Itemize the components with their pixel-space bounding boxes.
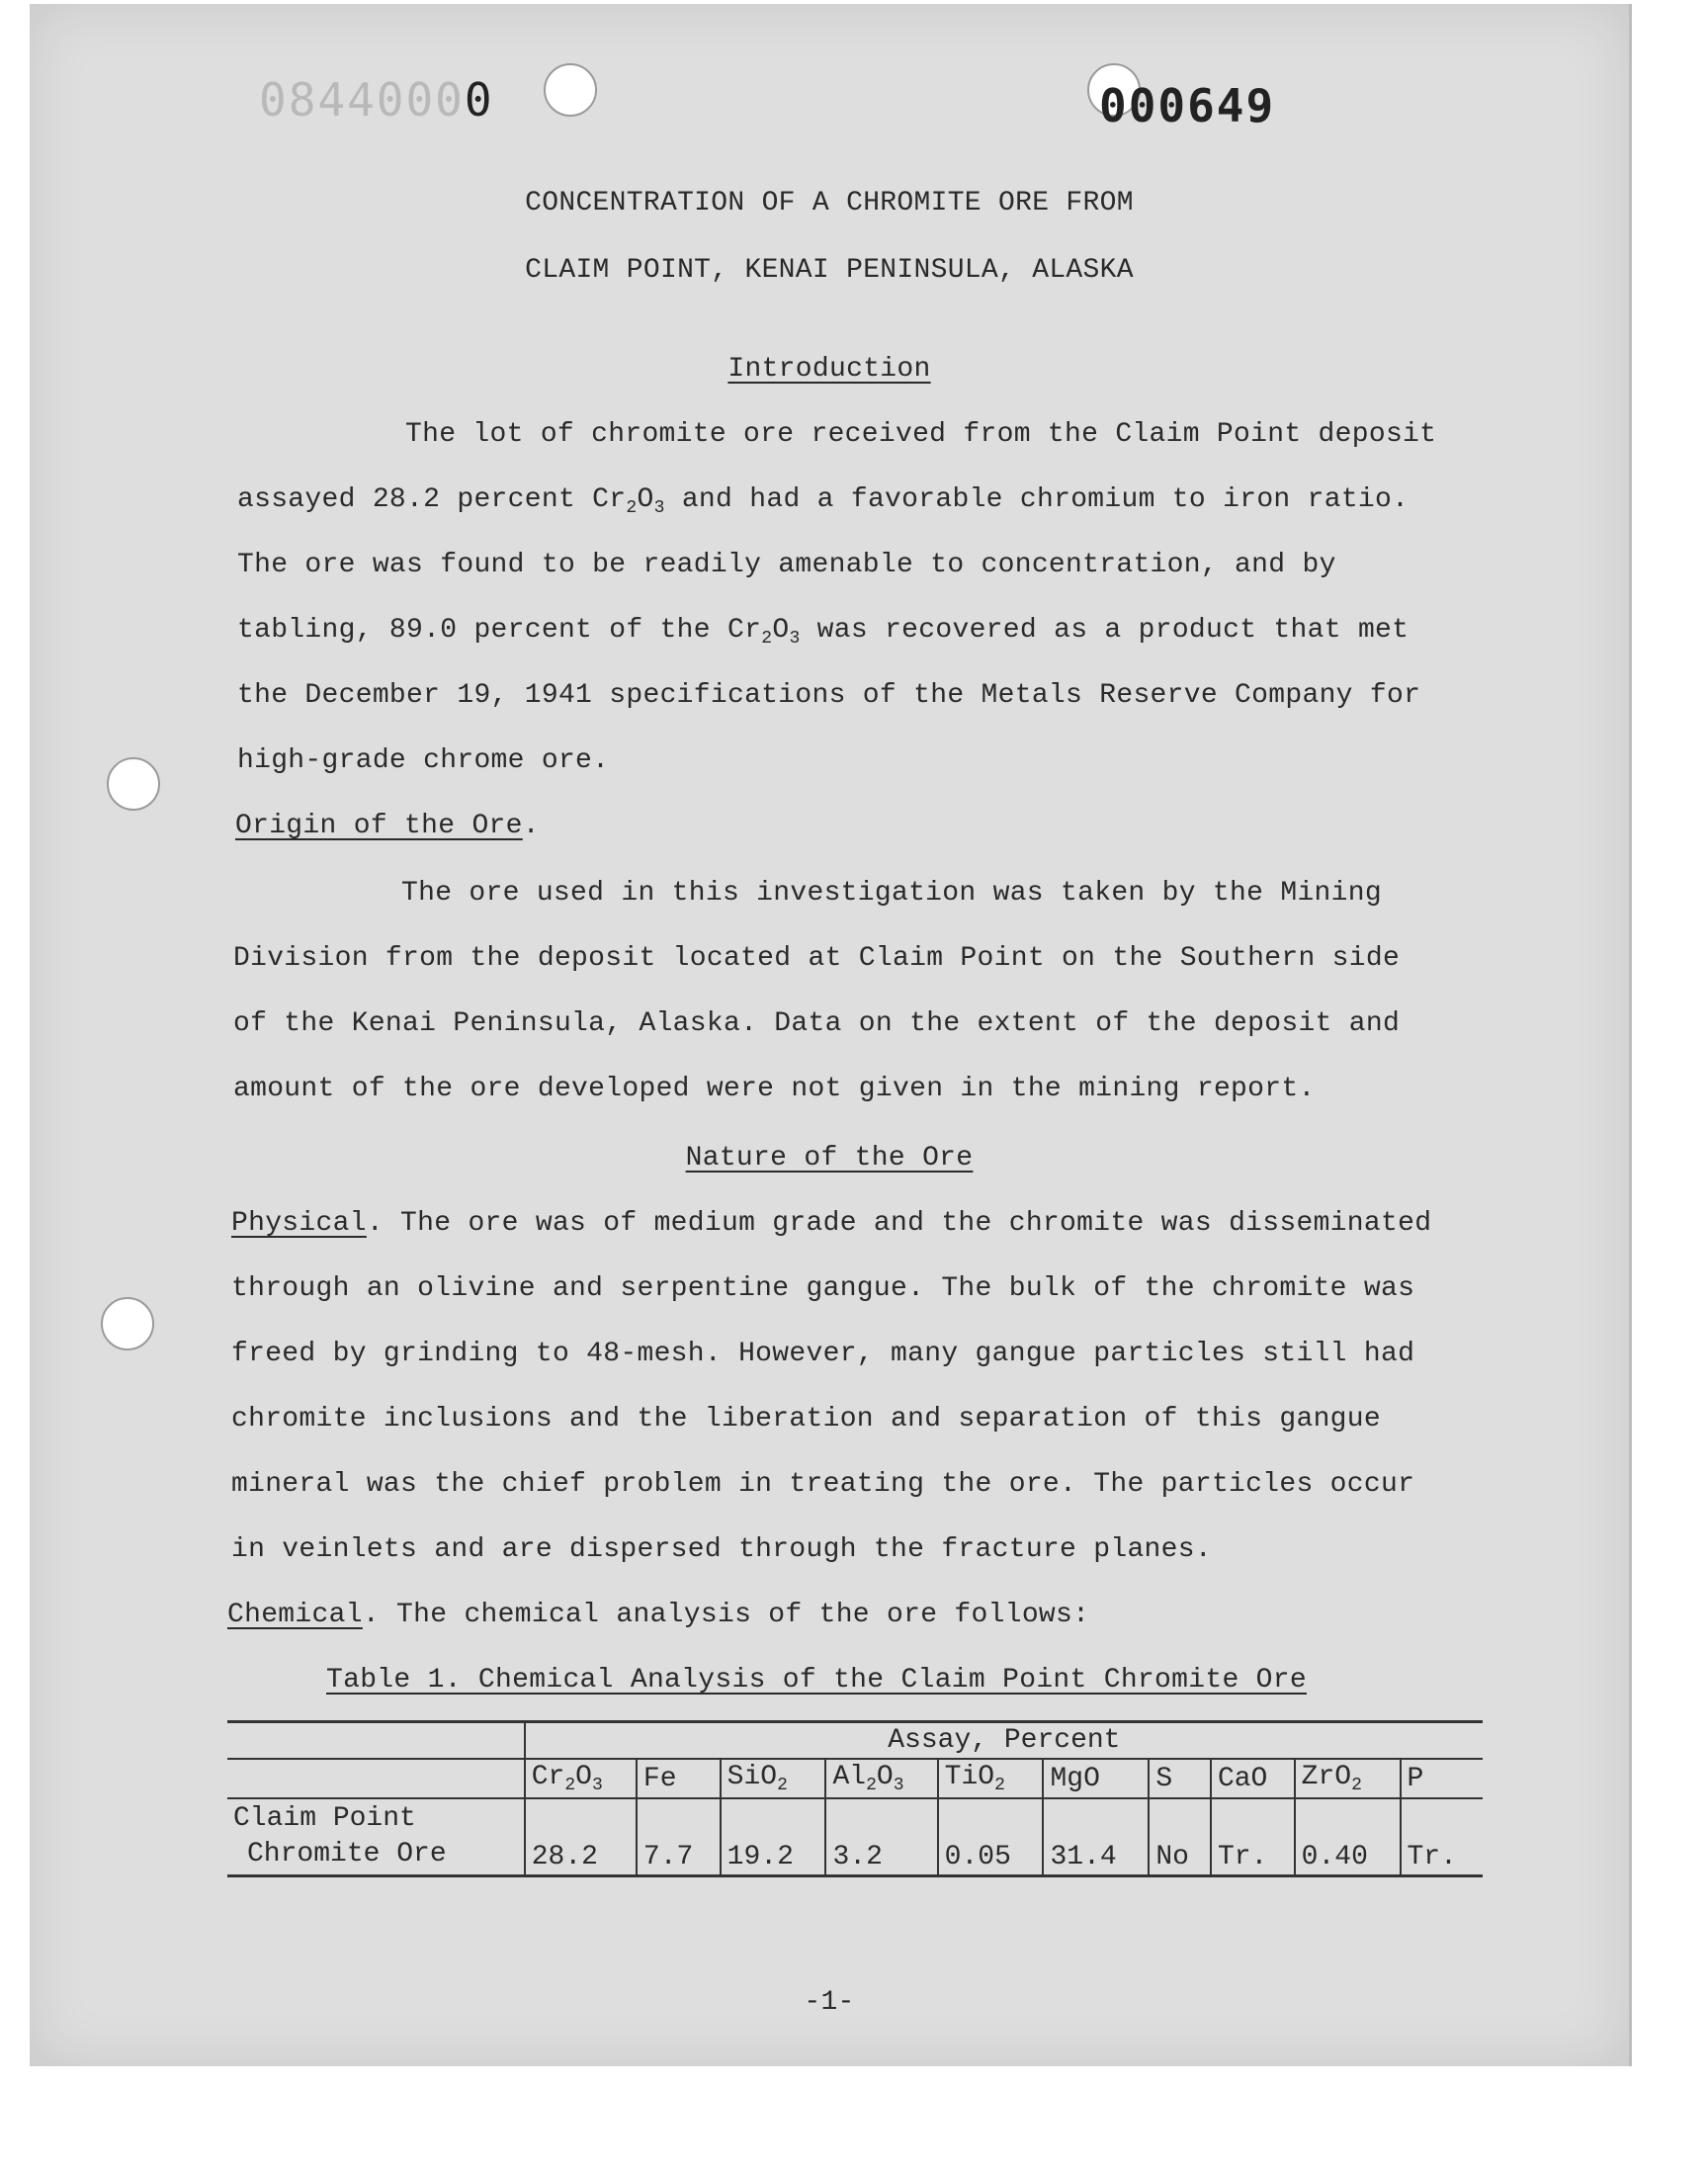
document-page bbox=[30, 4, 1632, 2066]
column-header-cr2o3: $Cr_2O_3$ bbox=[525, 1759, 637, 1798]
punch-hole bbox=[544, 63, 597, 117]
chemical-line: Chemical. The chemical analysis of the ore follows: bbox=[227, 1600, 1090, 1630]
physical-line-3: freed by grinding to 48-mesh. However, many gangue particles still had bbox=[231, 1339, 1415, 1369]
table-corner-cell bbox=[227, 1759, 525, 1798]
origin-line-4: amount of the ore developed were not given in the mining report. bbox=[233, 1074, 1316, 1104]
column-header-mgo: MgO bbox=[1043, 1759, 1149, 1798]
value-s: No bbox=[1149, 1798, 1211, 1876]
introduction-line-6: high-grade chrome ore. bbox=[237, 745, 610, 776]
table-group-header-row bbox=[227, 1722, 1483, 1760]
introduction-heading: Introduction bbox=[727, 354, 931, 385]
document-title-line-1: CONCENTRATION OF A CHROMITE ORE FROM bbox=[525, 188, 1134, 218]
origin-line-2: Division from the deposit located at Claim Point on the Southern side bbox=[233, 943, 1401, 974]
introduction-line-1: The lot of chromite ore received from the Claim Point deposit bbox=[405, 419, 1437, 450]
table-caption: Table 1. Chemical Analysis of the Claim Point Chromite Ore bbox=[326, 1665, 1307, 1696]
column-header-zro2: ZrO$_2$ bbox=[1295, 1759, 1401, 1798]
column-header-s: S bbox=[1149, 1759, 1211, 1798]
assay-percent-header: Assay, Percent bbox=[525, 1722, 1483, 1760]
value-zro2: 0.40 bbox=[1295, 1798, 1401, 1876]
origin-line-3: of the Kenai Peninsula, Alaska. Data on the extent of the deposit and bbox=[233, 1008, 1401, 1039]
value-al2o3: 3.2 bbox=[825, 1798, 937, 1876]
value-mgo: 31.4 bbox=[1043, 1798, 1149, 1876]
column-header-p: P bbox=[1401, 1759, 1484, 1798]
page-number: -1- bbox=[804, 1987, 855, 2018]
punch-hole bbox=[101, 1297, 154, 1350]
cr2o3-formula: $Cr_2O_3$ bbox=[727, 615, 801, 649]
introduction-line-3: The ore was found to be readily amenable to concentration, and by bbox=[237, 550, 1336, 580]
physical-line-4: chromite inclusions and the liberation and separation of this gangue bbox=[231, 1404, 1381, 1435]
value-fe: 7.7 bbox=[637, 1798, 721, 1876]
table-column-header-row bbox=[227, 1759, 1483, 1798]
column-header-sio2: SiO$_2$ bbox=[721, 1759, 826, 1798]
cr2o3-formula: $Cr_2O_3$ bbox=[592, 484, 665, 518]
origin-line-1: The ore used in this investigation was taken by the Mining bbox=[401, 878, 1382, 909]
document-title-line-2: CLAIM POINT, KENAI PENINSULA, ALASKA bbox=[525, 255, 1134, 286]
punch-hole bbox=[107, 757, 160, 811]
origin-heading: Origin of the Ore. bbox=[235, 811, 540, 841]
value-p: Tr. bbox=[1401, 1798, 1484, 1876]
nature-heading: Nature of the Ore bbox=[685, 1143, 974, 1174]
value-cao: Tr. bbox=[1211, 1798, 1295, 1876]
table-row bbox=[227, 1798, 1483, 1876]
document-number-stamp-left: 08440000 bbox=[259, 73, 494, 127]
value-sio2: 19.2 bbox=[721, 1798, 826, 1876]
introduction-line-4: tabling, 89.0 percent of the $Cr_2O_3$ was recovered as a product that met bbox=[237, 615, 1409, 649]
column-header-tio2: TiO$_2$ bbox=[938, 1759, 1044, 1798]
physical-line-2: through an olivine and serpentine gangue. The bulk of the chromite was bbox=[231, 1273, 1415, 1304]
value-tio2: 0.05 bbox=[938, 1798, 1044, 1876]
column-header-al2o3: $Al_2O_3$ bbox=[825, 1759, 937, 1798]
table-corner-cell bbox=[227, 1722, 525, 1760]
column-header-cao: CaO bbox=[1211, 1759, 1295, 1798]
value-cr2o3: 28.2 bbox=[525, 1798, 637, 1876]
column-header-fe: Fe bbox=[637, 1759, 721, 1798]
physical-line-5: mineral was the chief problem in treating the ore. The particles occur bbox=[231, 1469, 1415, 1500]
introduction-line-5: the December 19, 1941 specifications of the Metals Reserve Company for bbox=[237, 680, 1421, 711]
document-number-stamp: 000649 bbox=[1099, 79, 1276, 132]
physical-line-1: Physical. The ore was of medium grade and the chromite was disseminated bbox=[231, 1208, 1432, 1239]
chemical-analysis-table bbox=[227, 1720, 1483, 1877]
physical-line-6: in veinlets and are dispersed through the fracture planes. bbox=[231, 1534, 1212, 1565]
row-label: Claim Point Chromite Ore bbox=[233, 1803, 447, 1870]
introduction-line-2: assayed 28.2 percent $Cr_2O_3$ and had a favorable chromium to iron ratio. bbox=[237, 484, 1409, 518]
